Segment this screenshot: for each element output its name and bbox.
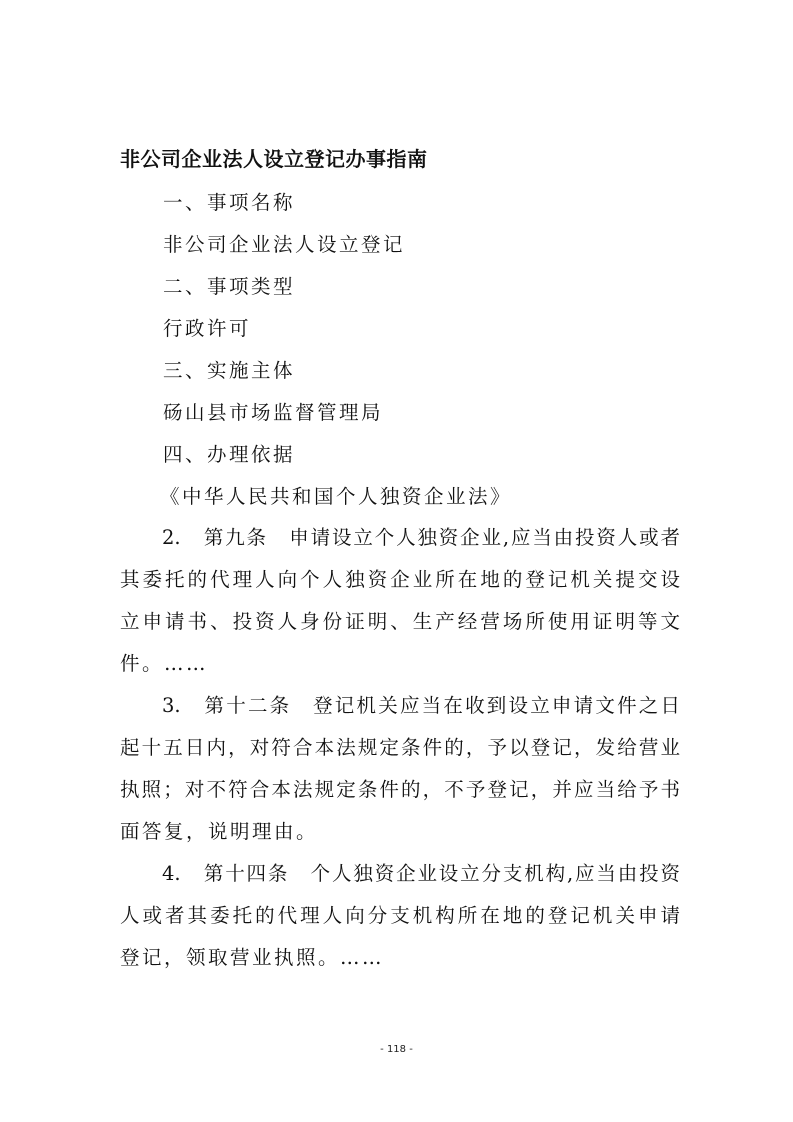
article-line: 立申请书、投资人身份证明、生产经营场所使用证明等文 (120, 610, 680, 633)
article-line: 执照；对不符合本法规定条件的，不予登记，并应当给予书 (120, 778, 680, 801)
article-line: 件。…… (120, 652, 209, 675)
document-title: 非公司企业法人设立登记办事指南 (120, 147, 428, 171)
section-heading-legal-basis: 四、办理依据 (163, 443, 296, 466)
page-number: - 118 - (380, 1044, 413, 1055)
article-line: 2. 第九条 申请设立个人独资企业,应当由投资人或者 (162, 526, 680, 549)
section-value-implementing-body: 砀山县市场监督管理局 (163, 401, 384, 424)
article-line: 面答复，说明理由。 (120, 820, 319, 843)
law-title: 《中华人民共和国个人独资企业法》 (160, 485, 513, 508)
article-line: 起十五日内，对符合本法规定条件的，予以登记，发给营业 (120, 736, 680, 759)
section-heading-item-type: 二、事项类型 (163, 275, 296, 298)
article-line: 4. 第十四条 个人独资企业设立分支机构,应当由投资 (162, 862, 680, 885)
section-value-item-type: 行政许可 (163, 317, 252, 340)
article-line: 其委托的代理人向个人独资企业所在地的登记机关提交设 (120, 568, 680, 591)
article-line: 登记，领取营业执照。…… (120, 946, 385, 969)
section-value-item-name: 非公司企业法人设立登记 (163, 233, 406, 256)
section-heading-implementing-body: 三、实施主体 (163, 359, 296, 382)
section-heading-item-name: 一、事项名称 (163, 191, 296, 214)
article-line: 人或者其委托的代理人向分支机构所在地的登记机关申请 (120, 904, 680, 927)
article-line: 3. 第十二条 登记机关应当在收到设立申请文件之日 (162, 694, 680, 717)
